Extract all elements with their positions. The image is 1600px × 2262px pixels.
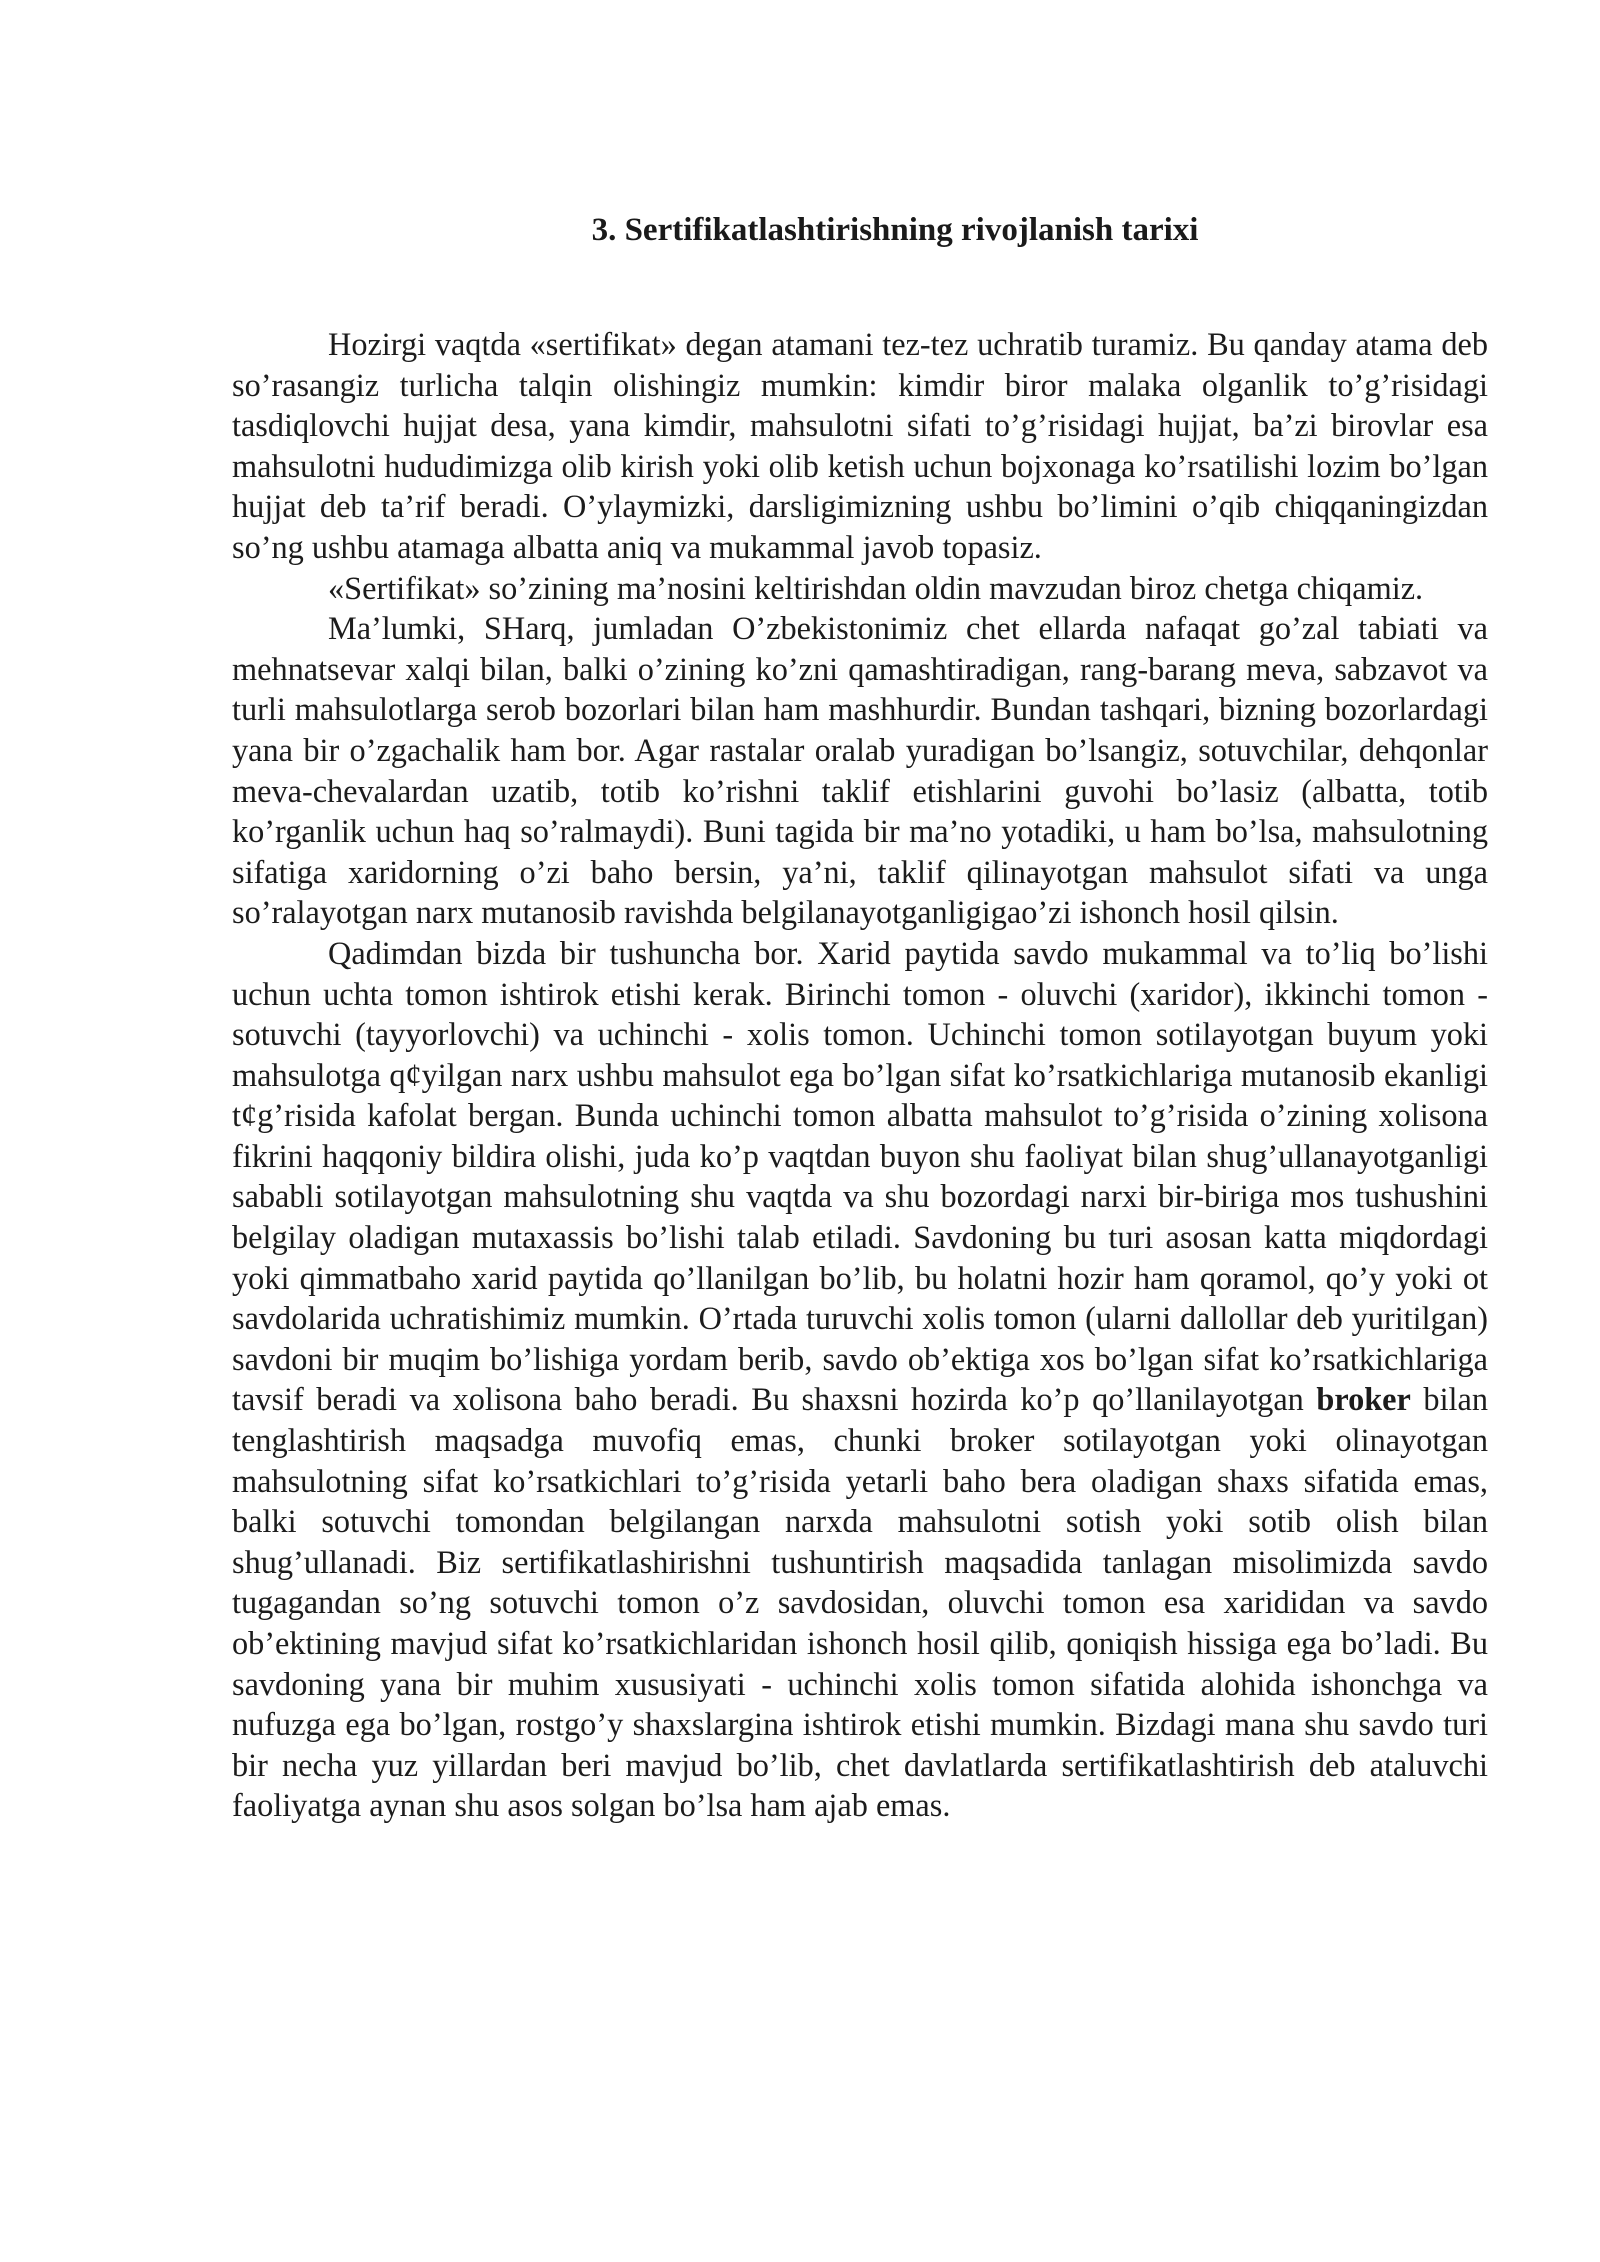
section-heading: 3. Sertifikatlashtirishning rivojlanish tarixi [591,212,1199,248]
paragraph-3: Ma’lumki, SHarq, jumladan O’zbekistonimiz chet ellarda nafaqat go’zal tabiati va mehnatsevar xalqi bilan, balki o’zining ko’zni qamashtiradigan, rang-barang meva, sabzavot va turli mahsulotlarga serob bozorlari bilan ham mashhurdir. Bundan tashqari, bizning bozorlardagi yana bir o’zgachalik ham bor. Agar rastalar oralab yuradigan bo’lsangiz, sotuvchilar, dehqonlar meva-chevalardan uzatib, totib ko’rishni taklif etishlarini guvohi bo’lasiz (albatta, totib ko’rganlik uchun haq so’ralmaydi). Buni tagida bir ma’no yotadiki, u ham bo’lsa, mahsulotning sifatiga xaridorning o’zi baho bersin, ya’ni, taklif qilinayotgan mahsulot sifati va unga so’ralayotgan narx mutanosib ravishda belgilanayotganligigao’zi ishonch hosil qilsin. [232,610,1488,931]
paragraph-2: «Sertifikat» so’zining ma’nosini keltirishdan oldin mavzudan biroz chetga chiqamiz. [328,569,1424,606]
paragraph-4 [232,933,1488,1826]
bold-term-broker: broker [1316,1381,1411,1418]
paragraph-4-text-a: Qadimdan bizda bir tushuncha bor. Xarid paytida savdo mukammal va to’liq bo’lishi uchun uchta tomon ishtirok etishi kerak. Birinchi tomon - oluvchi (xaridor), ikkinchi tomon - sotuvchi (tayyorlovchi) va uchinchi - xolis tomon. Uchinchi tomon sotilayotgan buyum yoki mahsulotga q¢yilgan narx ushbu mahsulot ega bo’lgan sifat ko’rsatkichlariga mutanosib ekanligi t¢g’risida kafolat bergan. Bunda uchinchi tomon albatta mahsulot to’g’risida o’zining xolisona fikrini haqqoniy bildira olishi, juda ko’p vaqtdan buyon shu faoliyat bilan shug’ullanayotganligi sababli sotilayotgan mahsulotning shu vaqtda va shu bozordagi narxi bir-biriga mos tushushini belgilay oladigan mutaxassis bo’lishi talab etiladi. Savdoning bu turi asosan katta miqdordagi yoki qimmatbaho xarid paytida qo’llanilgan bo’lib, bu holatni hozir ham qoramol, qo’y yoki ot savdolarida uchratishimiz mumkin. O’rtada turuvchi xolis tomon (ularni dallollar deb yuritilgan) savdoni bir muqim bo’lishiga yordam berib, savdo ob’ektiga xos bo’lgan sifat ko’rsatkichlariga tavsif beradi va xolisona baho beradi. Bu shaxsni hozirda ko’p qo’llanilayotgan [232,934,1488,1418]
paragraph-4-text-b: bilan tenglashtirish maqsadga muvofiq emas, chunki broker sotilayotgan yoki olinayotgan mahsulotning sifat ko’rsatkichlari to’g’risida yetarli baho bera oladigan shaxs sifatida emas, balki sotuvchi tomondan belgilangan narxda mahsulotni sotish yoki sotib olish bilan shug’ullanadi. Biz sertifikatlashirishni tushuntirish maqsadida tanlagan misolimizda savdo tugagandan so’ng sotuvchi tomon o’z savdosidan, oluvchi tomon esa xarididan va savdo ob’ektining mavjud sifat ko’rsatkichlaridan ishonch hosil qilib, qoniqish hissiga ega bo’ladi. Bu savdoning yana bir muhim xususiyati - uchinchi xolis tomon sifatida alohida ishonchga va nufuzga ega bo’lgan, rostgo’y shaxslargina ishtirok etishi mumkin. Bizdagi mana shu savdo turi bir necha yuz yillardan beri mavjud bo’lib, chet davlatlarda sertifikatlashtirish deb ataluvchi faoliyatga aynan shu asos solgan bo’lsa ham ajab emas. [232,1381,1488,1824]
paragraph-1: Hozirgi vaqtda «sertifikat» degan atamani tez-tez uchratib turamiz. Bu qanday atama deb so’rasangiz turlicha talqin olishingiz mumkin: kimdir biror malaka olganlik to’g’risidagi tasdiqlovchi hujjat desa, yana kimdir, mahsulotni sifati to’g’risidagi hujjat, ba’zi birovlar esa mahsulotni hududimizga olib kirish yoki olib ketish uchun bojxonaga ko’rsatilishi lozim bo’lgan hujjat deb ta’rif beradi. O’ylaymizki, darsligimizning ushbu bo’limini o’qib chiqqaningizdan so’ng ushbu atamaga albatta aniq va mukammal javob topasiz. [232,326,1488,565]
body-text [232,324,1488,1826]
